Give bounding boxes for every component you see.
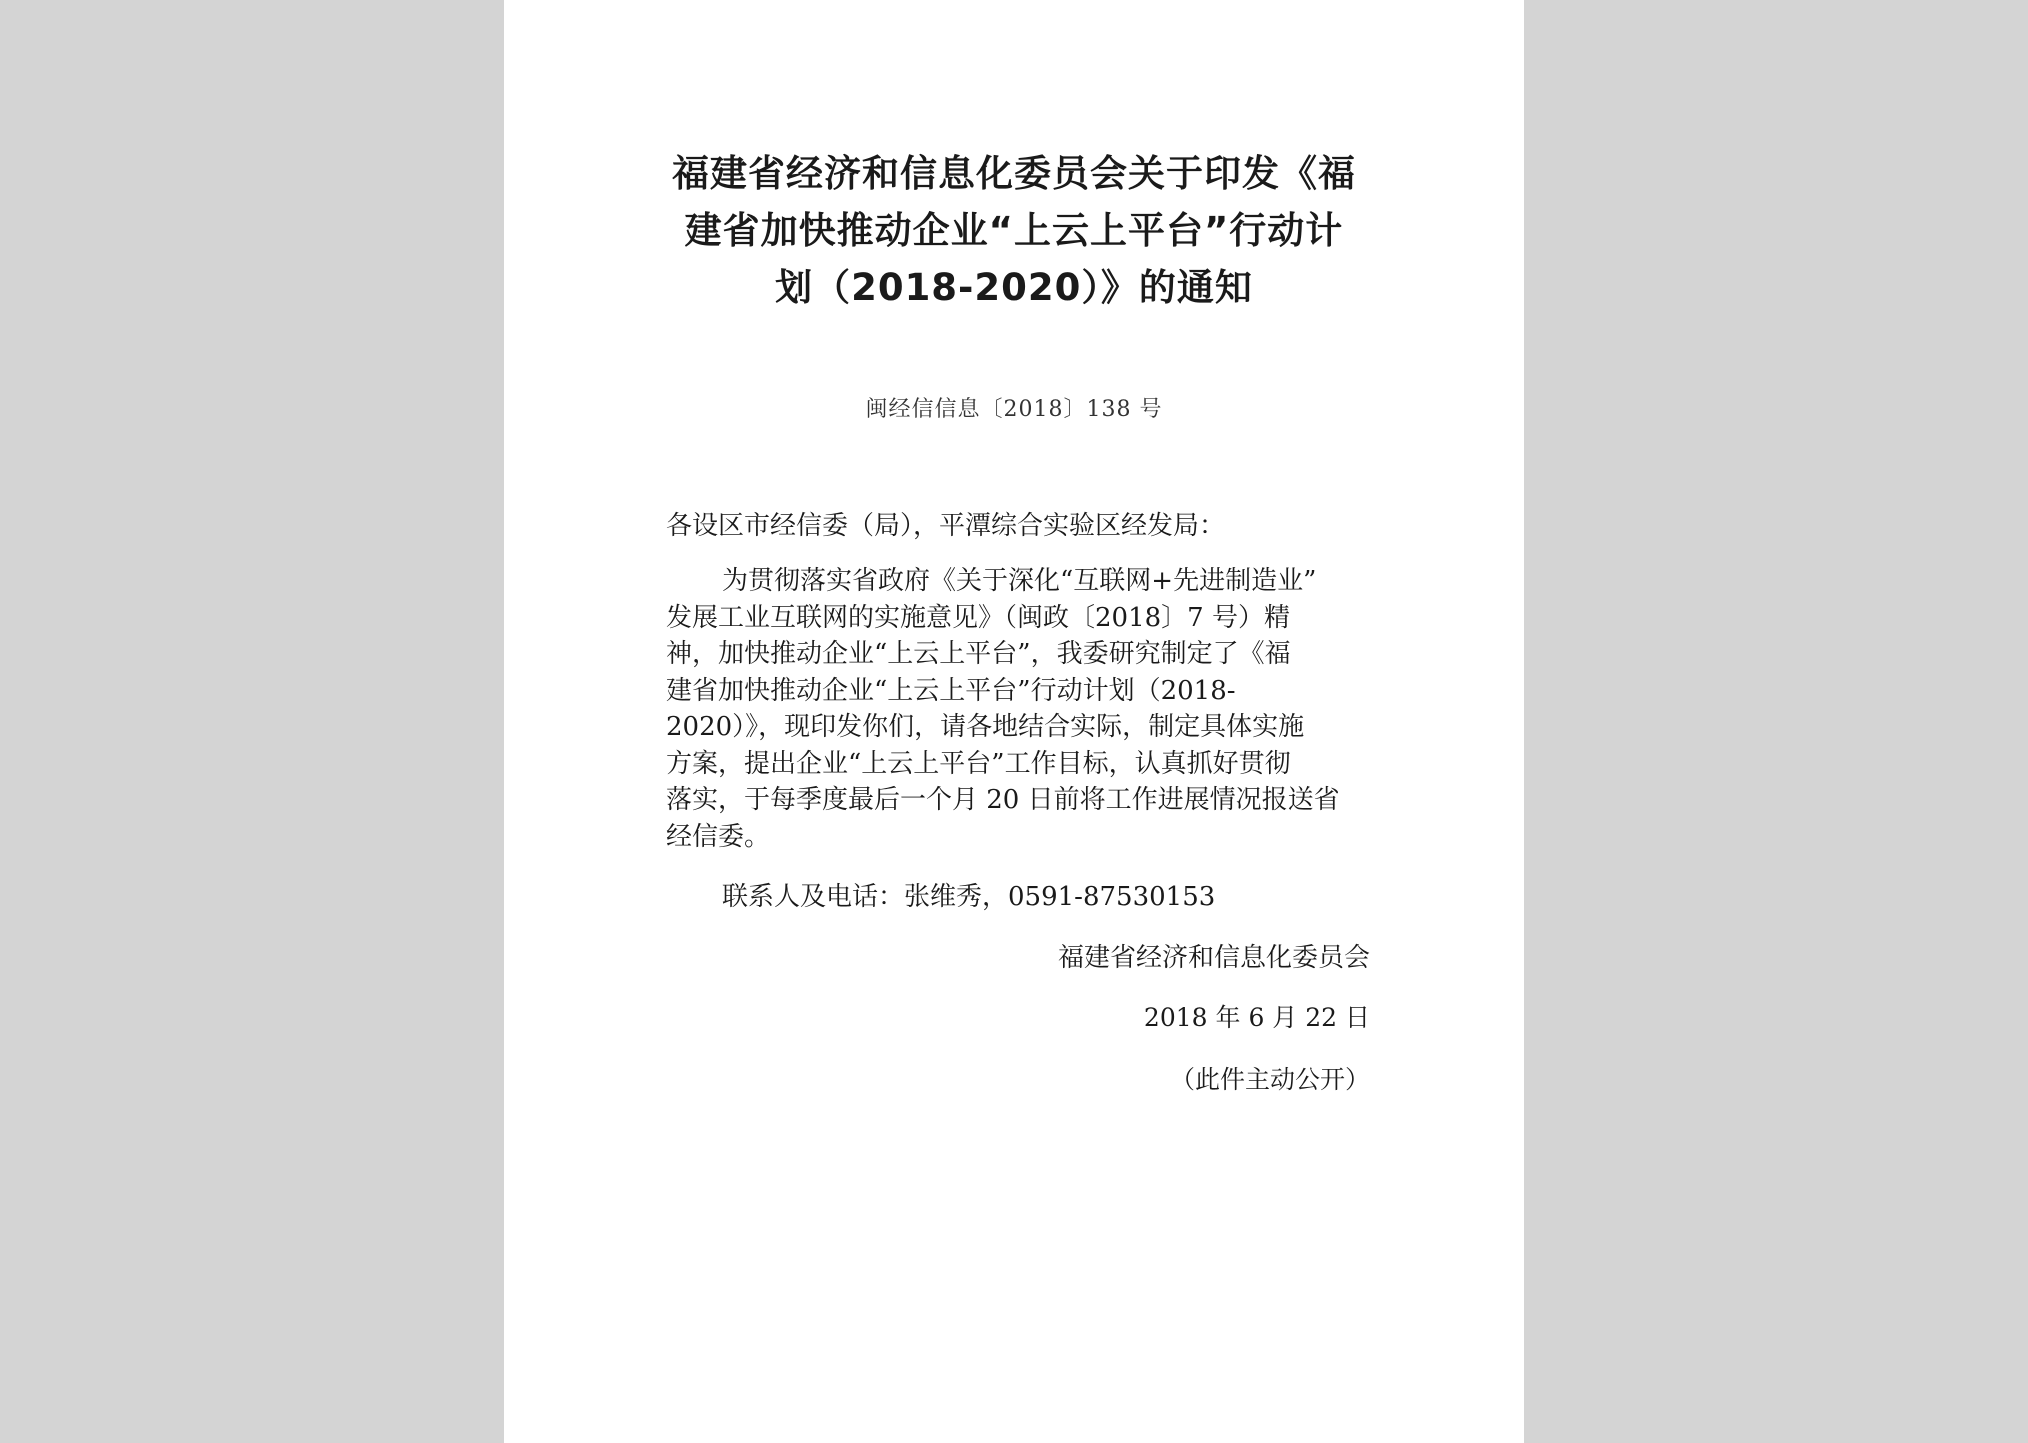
body-line: 2020）》，现印发你们，请各地结合实际，制定具体实施 (666, 712, 1305, 742)
body-line: 神，加快推动企业“上云上平台”，我委研究制定了《福 (666, 639, 1291, 669)
body-line: 经信委。 (666, 821, 771, 852)
document-page (504, 0, 1524, 1443)
disclosure-note: （此件主动公开） (1169, 1065, 1370, 1094)
salutation: 各设区市经信委（局），平潭综合实验区经发局： (666, 511, 1226, 541)
body-paragraph (666, 563, 1376, 855)
sender-organization: 福建省经济和信息化委员会 (1057, 943, 1370, 973)
body-line: 建省加快推动企业“上云上平台”行动计划（2018- (666, 675, 1236, 706)
title-line-1: 福建省经济和信息化委员会关于印发《福 (672, 152, 1356, 195)
title-line-3: 划（2018-2020）》的通知 (775, 266, 1253, 309)
title-line-2: 建省加快推动企业“上云上平台”行动计 (684, 209, 1344, 252)
body-line: 为贯彻落实省政府《关于深化“互联网+先进制造业” (722, 566, 1317, 596)
contact-info: 联系人及电话：张维秀，0591-87530153 (722, 882, 1216, 912)
document-number: 闽经信信息〔2018〕138 号 (865, 397, 1163, 422)
body-line: 方案，提出企业“上云上平台”工作目标，认真抓好贯彻 (666, 748, 1291, 779)
body-line: 发展工业互联网的实施意见》（闽政〔2018〕7 号）精 (666, 602, 1290, 633)
document-title (654, 145, 1374, 316)
issue-date: 2018 年 6 月 22 日 (1143, 1003, 1370, 1032)
body-line: 落实，于每季度最后一个月 20 日前将工作进展情况报送省 (666, 785, 1340, 815)
